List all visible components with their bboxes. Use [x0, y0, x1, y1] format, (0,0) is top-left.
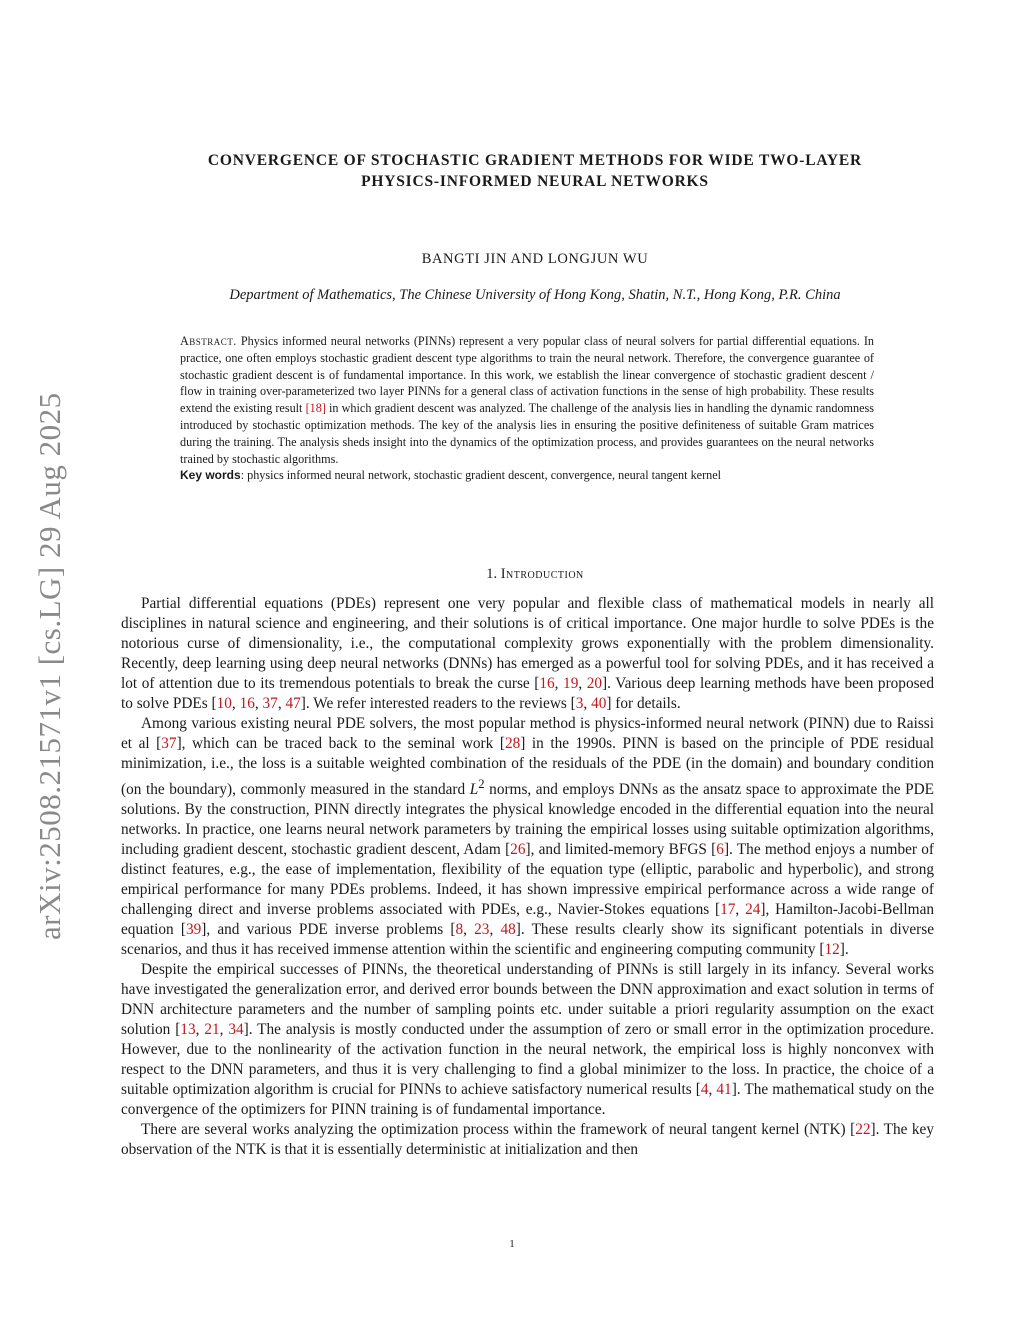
paragraph-4 — [121, 1120, 934, 1160]
text: ], Hamilton-Jacobi-Bellman equation [ — [121, 901, 935, 939]
citation-link[interactable]: 17 — [720, 901, 736, 919]
text: ]. — [839, 941, 849, 959]
citation-link[interactable]: 6 — [716, 841, 724, 859]
keywords-text: : physics informed neural network, stochastic gradient descent, convergence, neural tangent kernel — [240, 468, 722, 483]
paragraph-2: Among various existing neural PDE solvers, the most popular method is physics-informed neural network (PINN) due to Raissi et al [37], which can be traced back to the seminal work [28] in the 1990s. PINN is based on the principle of PDE residual minimization, i.e., the loss is a suitable weighted combination of the residuals of the PDE (in the domain) and boundary condition (on the boundary), commonly measured in the standard $L^2$ norms, and employs DNNs as the ansatz space to approximate the PDE solutions. By the construction, PINN directly integrates the physical knowledge encoded in the differential equation into the neural networks. In practice, one learns neural network parameters by training the empirical losses using suitable optimization algorithms, including gradient descent, stochastic gradient descent, Adam [26], and limited-memory BFGS [6]. The method enjoys a number of distinct features, e.g., the ease of implementation, flexibility of the equation type (elliptic, parabolic and hyperbolic), and strong empirical performance for many PDEs problems. Indeed, it has shown impressive empirical performance across a wide range of challenging direct and inverse problems associated with PDEs, e.g., Navier-Stokes equations [17, 24], Hamilton-Jacobi-Bellman equation [39], and various PDE inverse problems [8, 23, 48]. These results clearly show its significant potentials in diverse scenarios, and thus it has received immense attention within the scientific and engineering computing community [12]. — [121, 715, 935, 959]
citation-link[interactable]: 41 — [716, 1081, 732, 1099]
citation-link[interactable]: 19 — [563, 675, 579, 692]
citation-link[interactable]: 12 — [824, 941, 840, 959]
citation-link[interactable]: 37 — [262, 695, 278, 712]
citation-link[interactable]: 10 — [216, 695, 232, 712]
citation-link[interactable]: 48 — [500, 921, 516, 939]
citation-link[interactable]: 40 — [591, 695, 607, 712]
page-number: 1 — [509, 1238, 515, 1250]
text: Partial differential equations (PDEs) represent one very popular and flexible class of mathematical models in nearly all disciplines in natural science and engineering, and their solutions is of critical importance. One major hurdle to solve PDEs is the notorious curse of dimensionality, i.e., the computational complexity grows exponentially with the problem dimensionality. Recently, deep learning using deep neural networks (DNNs) has emerged as a powerful tool for solving PDEs, and it has received a lot of attention due to its tremendous potentials to break the curse [ — [121, 595, 934, 692]
text: ]. The mathematical study on the convergence of the optimizers for PINN training is of fundamental importance. — [121, 1081, 934, 1119]
math-l: L — [469, 781, 479, 799]
paper-title — [110, 150, 960, 192]
citation-link[interactable]: 3 — [575, 695, 584, 712]
text: ]. The key observation of the NTK is that it is essentially deterministic at initialization and then — [121, 1121, 934, 1159]
citation-link[interactable]: 24 — [745, 901, 761, 919]
text: ]. The method enjoys a number of distinct features, e.g., the ease of implementation, flexibility of the equation type (elliptic, parabolic and hyperbolic), and strong empirical performance for many PDEs problems. Indeed, it has shown impressive empirical performance across a wide range of challenging direct and inverse problems associated with PDEs, e.g., Navier-Stokes equations [ — [121, 841, 934, 919]
abstract-text-1: Physics informed neural networks (PINNs) represent a very popular class of neural solvers for partial differential equations. In practice, one often employs stochastic gradient descent type algorithms to train the neural network. Therefore, the convergence guarantee of stochastic gradient descent is of fundamental importance. In this work, we establish the linear convergence of stochastic gradient descent / flow in training over-parameterized two layer PINNs for a general class of activation functions in the sense of high probability. These results extend the existing result — [180, 334, 875, 416]
abstract-citation[interactable]: [18] — [305, 401, 326, 416]
citation-link[interactable]: 47 — [285, 695, 301, 712]
author-list: BANGTI JIN AND LONGJUN WU — [421, 251, 649, 267]
keywords-label: Key words — [180, 468, 241, 483]
title-line-1: CONVERGENCE OF STOCHASTIC GRADIENT METHODS FOR WIDE TWO-LAYER — [207, 152, 863, 169]
text: ]. We refer interested readers to the reviews [ — [300, 695, 576, 712]
paragraph-3: Despite the empirical successes of PINNs, the theoretical understanding of PINNs is still largely in its infancy. Several works have investigated the generalization error, and derived error bounds between the DNN approximation and exact solution in terms of DNN architecture parameters and the number of sampling points etc. under suitable a priori regularity assumption on the exact solution [13, 21, 34]. The analysis is mostly conducted under the assumption of zero or small error in the optimization procedure. However, due to the nonlinearity of the activation function in the neural network, the empirical loss is highly nonconvex with respect to the DNN parameters, and thus it is very challenging to find a global minimizer to the loss. In practice, the choice of a suitable optimization algorithm is crucial for PINNs to achieve satisfactory numerical results [4, 41]. The mathematical study on the convergence of the optimizers for PINN training is of fundamental importance. — [121, 961, 934, 1119]
citation-link[interactable]: 13 — [180, 1021, 196, 1039]
arxiv-identifier: arXiv:2508.21571v1 [cs.LG] 29 Aug 2025 — [32, 392, 67, 940]
text: ]. These results clearly show its significant potentials in diverse scenarios, and thus it has received immense attention within the scientific and engineering computing community [ — [121, 921, 934, 959]
title-line-2: PHYSICS-INFORMED NEURAL NETWORKS — [361, 173, 709, 190]
paragraph-1: Partial differential equations (PDEs) represent one very popular and flexible class of mathematical models in nearly all disciplines in natural science and engineering, and their solutions is of critical importance. One major hurdle to solve PDEs is the notorious curse of dimensionality, i.e., the computational complexity grows exponentially with the problem dimensionality. Recently, deep learning using deep neural networks (DNNs) has emerged as a powerful tool for solving PDEs, and it has received a lot of attention due to its tremendous potentials to break the curse [16, 19, 20]. Various deep learning methods have been proposed to solve PDEs [10, 16, 37, 47]. We refer interested readers to the reviews [3, 40] for details. — [121, 595, 934, 712]
citation-link[interactable]: 21 — [204, 1021, 220, 1039]
citation-link[interactable]: 16 — [539, 675, 555, 692]
citation-link[interactable]: 34 — [228, 1021, 244, 1039]
text: ], and limited-memory BFGS [ — [525, 841, 717, 859]
text: norms, and employs DNNs as the ansatz space to approximate the PDE solutions. By the construction, PINN directly integrates the physical knowledge encoded in the differential equation into the neural networks. In practice, one learns neural network parameters by training the empirical losses using suitable optimization algorithms, including gradient descent, stochastic gradient descent, Adam [ — [121, 781, 934, 859]
citation-link[interactable]: 37 — [161, 735, 177, 752]
citation-link[interactable]: 23 — [474, 921, 490, 939]
affiliation: Department of Mathematics, The Chinese University of Hong Kong, Shatin, N.T., Hong Kong, P.R. China — [229, 287, 841, 303]
body-text — [121, 594, 934, 1160]
citation-link[interactable]: 28 — [504, 735, 521, 752]
text: Despite the empirical successes of PINNs, the theoretical understanding of PINNs is still largely in its infancy. Several works have investigated the generalization error, and derived error bounds between the DNN approximation and exact solution in terms of DNN architecture parameters and the number of sampling points etc. under suitable a priori regularity assumption on the exact solution [ — [121, 961, 934, 1039]
text: ] in the 1990s. PINN is based on the principle of PDE residual minimization, i.e., the loss is a suitable weighted combination of the residuals of the PDE (in the domain) and boundary condition (on the boundary), commonly measured in the standard — [121, 735, 934, 799]
section-title: Introduction — [500, 566, 584, 582]
citation-link[interactable]: 8 — [455, 921, 464, 939]
citation-link[interactable]: 26 — [510, 841, 526, 859]
citation-link[interactable]: 4 — [700, 1081, 709, 1099]
text: ]. The analysis is mostly conducted under the assumption of zero or small error in the optimization procedure. However, due to the nonlinearity of the activation function in the neural network, the empirical loss is highly nonconvex with respect to the DNN parameters, and thus it is very challenging to find a global minimizer to the loss. In practice, the choice of a suitable optimization algorithm is crucial for PINNs to achieve satisfactory numerical results [ — [121, 1021, 934, 1099]
text: ] for details. — [606, 695, 681, 712]
citation-link[interactable]: 20 — [586, 675, 603, 692]
section-heading — [110, 566, 960, 583]
math-superscript: 2 — [478, 777, 485, 791]
text: Among various existing neural PDE solvers, the most popular method is physics-informed neural network (PINN) due to Raissi et al [ — [121, 715, 934, 752]
citation-link[interactable]: 16 — [239, 695, 255, 712]
text: ]. Various deep learning methods have been proposed to solve PDEs [ — [121, 675, 934, 712]
text: ], and various PDE inverse problems [ — [201, 921, 456, 939]
section-number: 1. — [486, 566, 498, 582]
citation-link[interactable]: 39 — [185, 921, 202, 939]
abstract-label: Abstract. — [180, 334, 237, 348]
keywords — [180, 467, 874, 484]
abstract — [180, 333, 874, 484]
abstract-text-2: in which gradient descent was analyzed. The challenge of the analysis lies in handling the dynamic randomness introduced by stochastic optimization methods. The key of the analysis lies in ensuring the positive definiteness of suitable Gram matrices during the training. The analysis sheds insight into the dynamics of the optimization process, and provides guarantees on the neural networks trained by stochastic algorithms. — [180, 401, 875, 466]
citation-link[interactable]: 22 — [855, 1121, 871, 1139]
text: ], which can be traced back to the seminal work [ — [176, 735, 505, 752]
text: There are several works analyzing the optimization process within the framework of neural tangent kernel (NTK) [ — [141, 1121, 856, 1139]
